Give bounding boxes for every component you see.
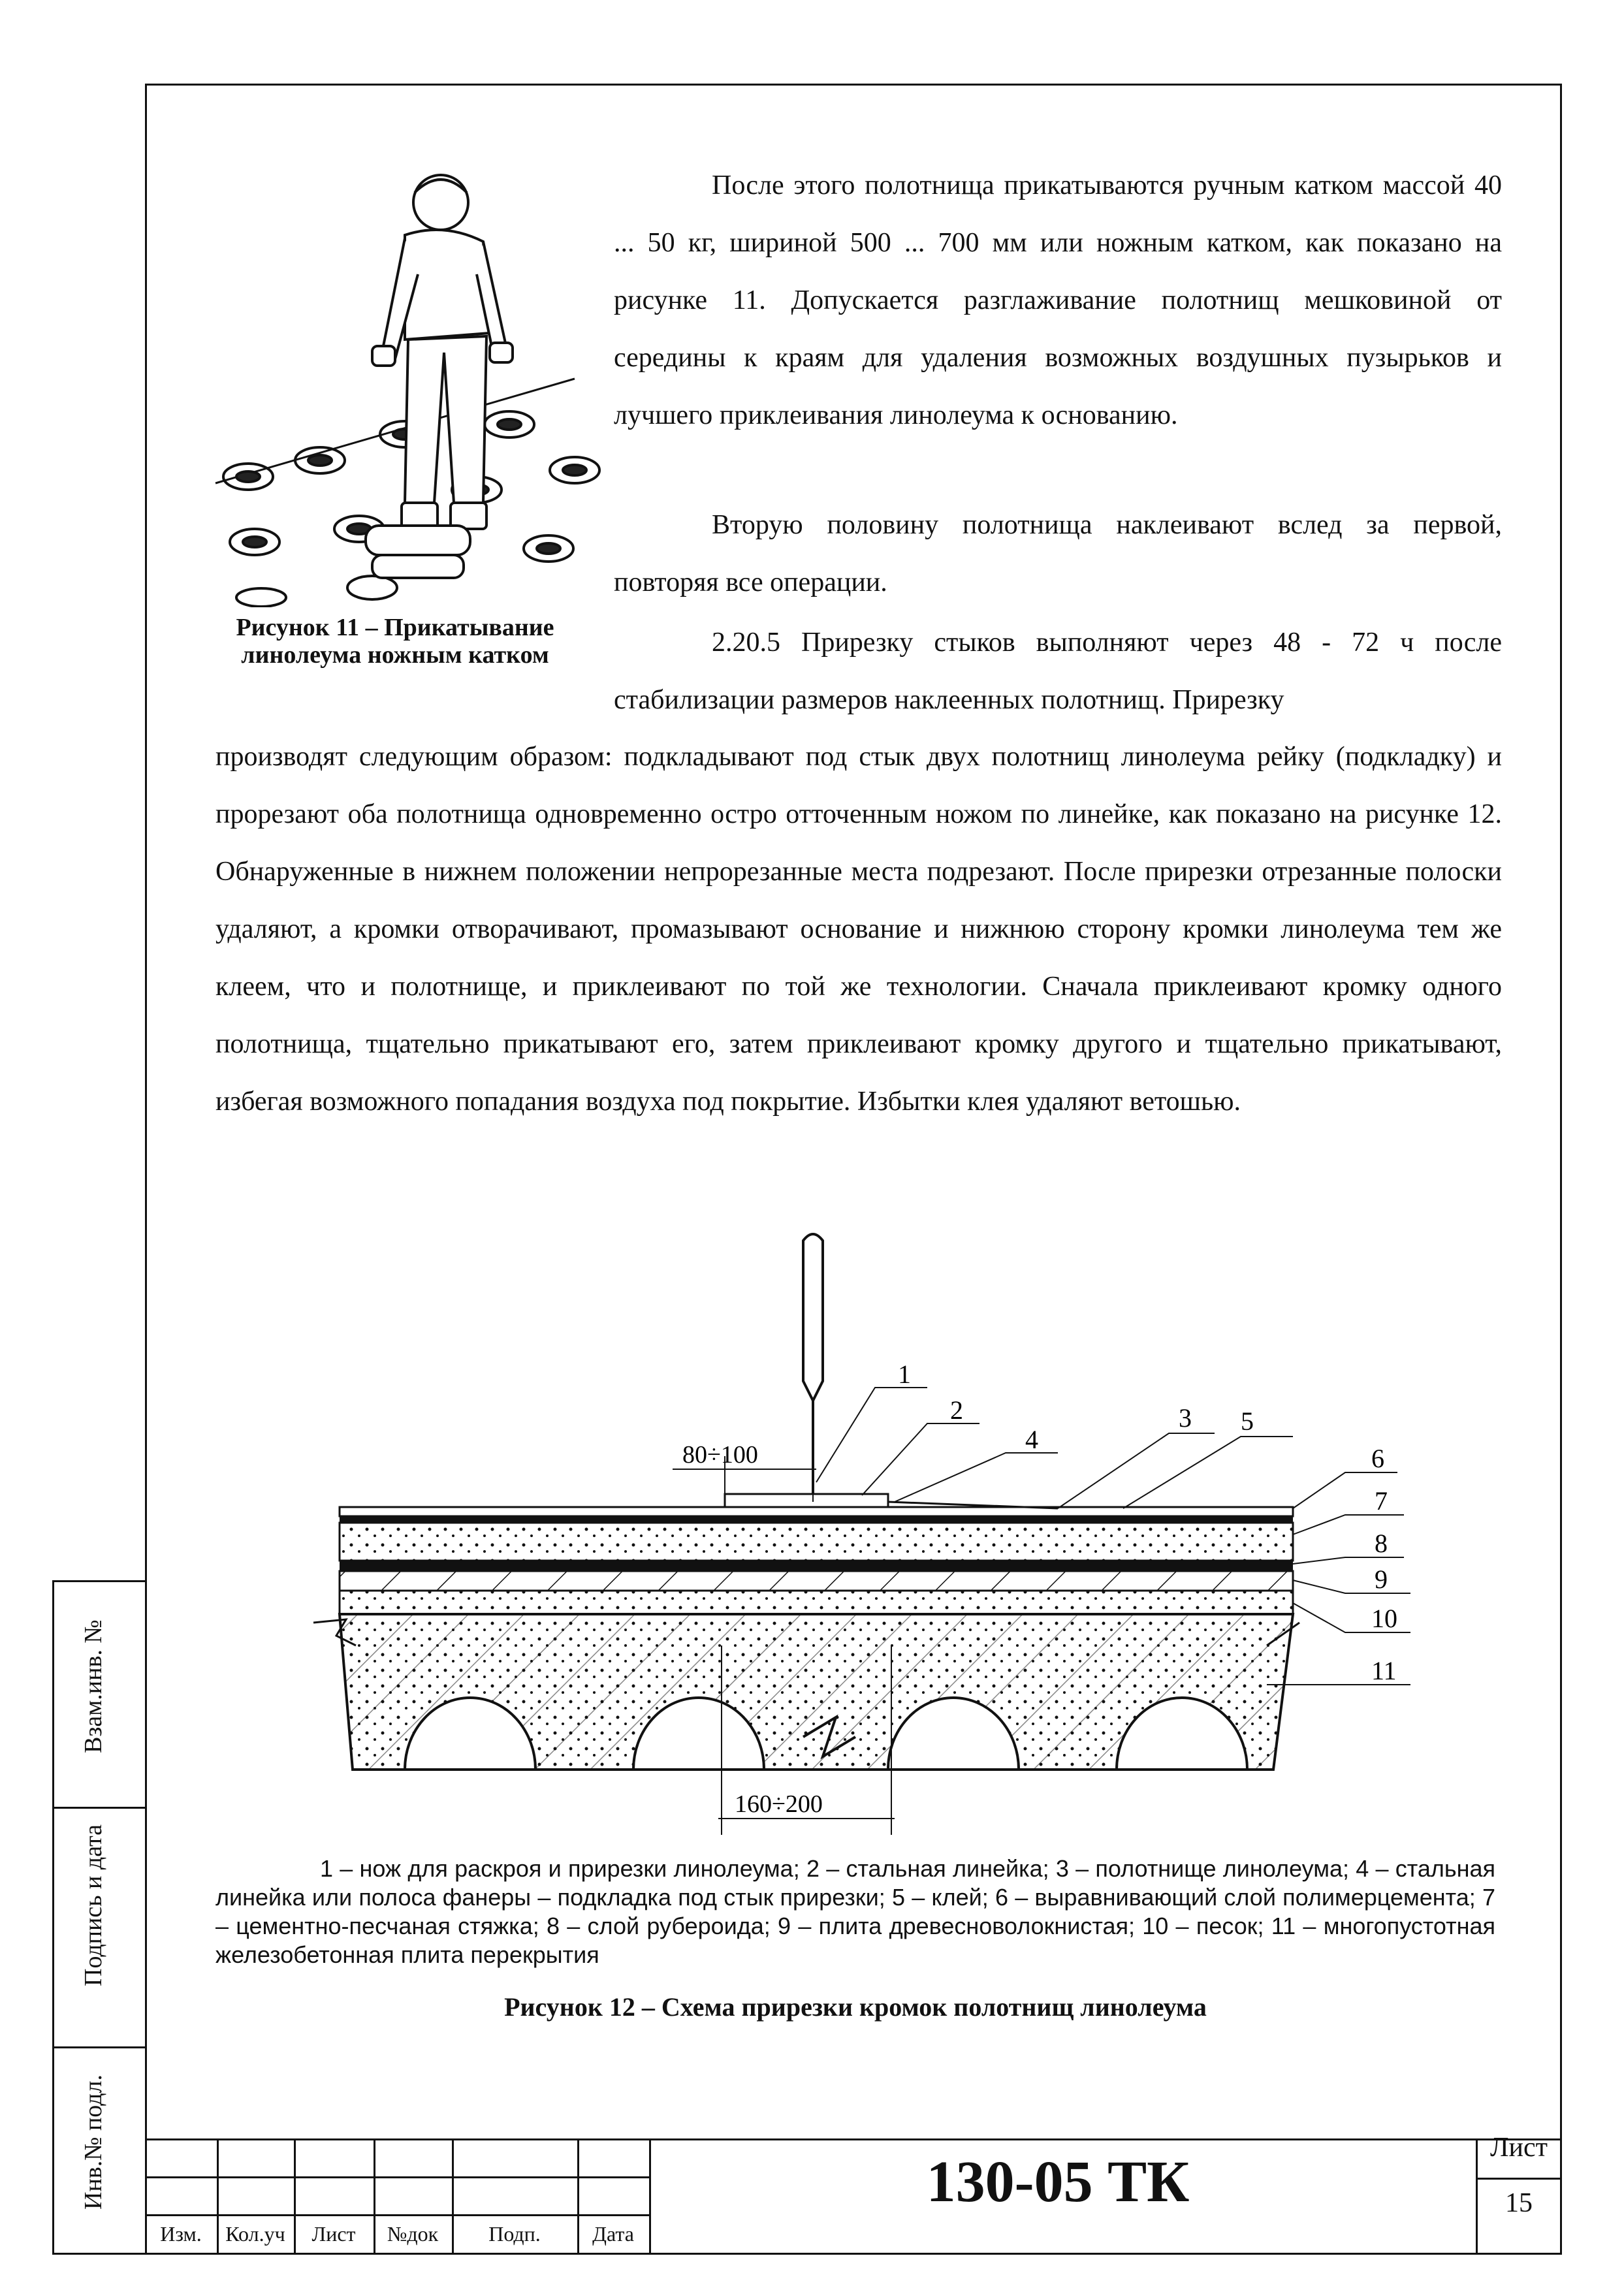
figure11-caption: Рисунок 11 – Прикатывание линолеума ножным катком (236, 614, 554, 669)
document-code: 130-05 ТК (926, 2150, 1190, 2214)
side-block-replacement (52, 1580, 147, 1809)
side-block-signature (52, 1807, 147, 2048)
callout-7: 7 (1375, 1486, 1388, 1516)
figure11-illustration (209, 163, 601, 607)
paragraph-rolling: После этого полотнища прикатываются ручным катком массой 40 ... 50 кг, шириной 500 ... 700 мм или ножным катком, как показано на рисунке 11. Допускается разглаживание полотнищ мешковиной от середины к краям для удаления возможных воздушных пузырьков и лучшего приклеивания линолеума к основанию. (614, 170, 1502, 430)
side-block-inventory (52, 2046, 147, 2255)
callout-2: 2 (950, 1395, 963, 1425)
callout-6: 6 (1371, 1444, 1384, 1473)
callout-10: 10 (1371, 1604, 1397, 1633)
stamp-header-date: Дата (592, 2222, 634, 2246)
paragraph-joint-trimming: производят следующим образом: подкладывают под стык двух полотнищ линолеума рейку (подкладку) и прорезают оба полотнища одновременно остро отточенным ножом по линейке, как показано на рисунке 12. Обнаруженные в нижнем положении непрорезанные места подрезают. После прирезки отрезанные полоски удаляют, а кромки отворачивают, промазывают основание и нижнюю сторону кромки линолеума тем же клеем, что и полотнище, и приклеивают по той же технологии. Сначала приклеивают кромку одного полотнища, тщательно прикатывают его, затем приклеивают кромку другого и тщательно прикатывают, избегая возможного попадания воздуха под покрытие. Избытки клея удаляют ветошью. (215, 742, 1502, 1117)
callout-8: 8 (1375, 1529, 1388, 1558)
callout-9: 9 (1375, 1565, 1388, 1594)
sheet-number: 15 (1505, 2188, 1533, 2218)
figure12-legend: 1 – нож для раскроя и прирезки линолеума; 2 – стальная линейка; 3 – полотнище линолеума; 4 – стальная линейка или полоса фанеры – подкладка под стык прирезки; 5 – клей; 6 – выравнивающий слой полимерцемента; 7 – цементно-песчаная стяжка; 8 – слой рубероида; 9 – плита древесноволокнистая; 10 – песок; 11 – многопустотная железобетонная плита перекрытия (215, 1855, 1495, 1968)
side-label-inventory: Инв.№ подл. (80, 2074, 107, 2210)
stamp-header-sheet: Лист (311, 2222, 356, 2246)
callout-11: 11 (1371, 1656, 1397, 1685)
stamp-header-doc: №док (387, 2222, 439, 2246)
stamp-header-change: Изм. (160, 2222, 202, 2246)
figure12-drawing (300, 1228, 1450, 1841)
side-label-signature: Подпись и дата (80, 1824, 107, 1986)
side-label-replacement: Взам.инв. № (80, 1619, 107, 1753)
paragraph-joint-trimming-intro: 2.20.5 Прирезку стыков выполняют через 48 - 72 ч после стабилизации размеров наклеенных полотнищ. Прирезку (614, 628, 1502, 715)
callout-5: 5 (1241, 1407, 1254, 1436)
dim-bottom-label: 160÷200 (735, 1790, 823, 1818)
dim-top-label: 80÷100 (682, 1441, 758, 1469)
figure12-caption: Рисунок 12 – Схема прирезки кромок полотнищ линолеума (504, 1992, 1207, 2022)
callout-1: 1 (898, 1359, 911, 1389)
sheet-label: Лист (1490, 2133, 1548, 2163)
stamp-header-signature: Подп. (488, 2222, 541, 2246)
callout-4: 4 (1025, 1425, 1038, 1454)
callout-3: 3 (1179, 1403, 1192, 1433)
paragraph-second-half: Вторую половину полотнища наклеивают вслед за первой, повторяя все операции. (614, 510, 1502, 597)
stamp-header-count: Кол.уч (225, 2222, 285, 2246)
